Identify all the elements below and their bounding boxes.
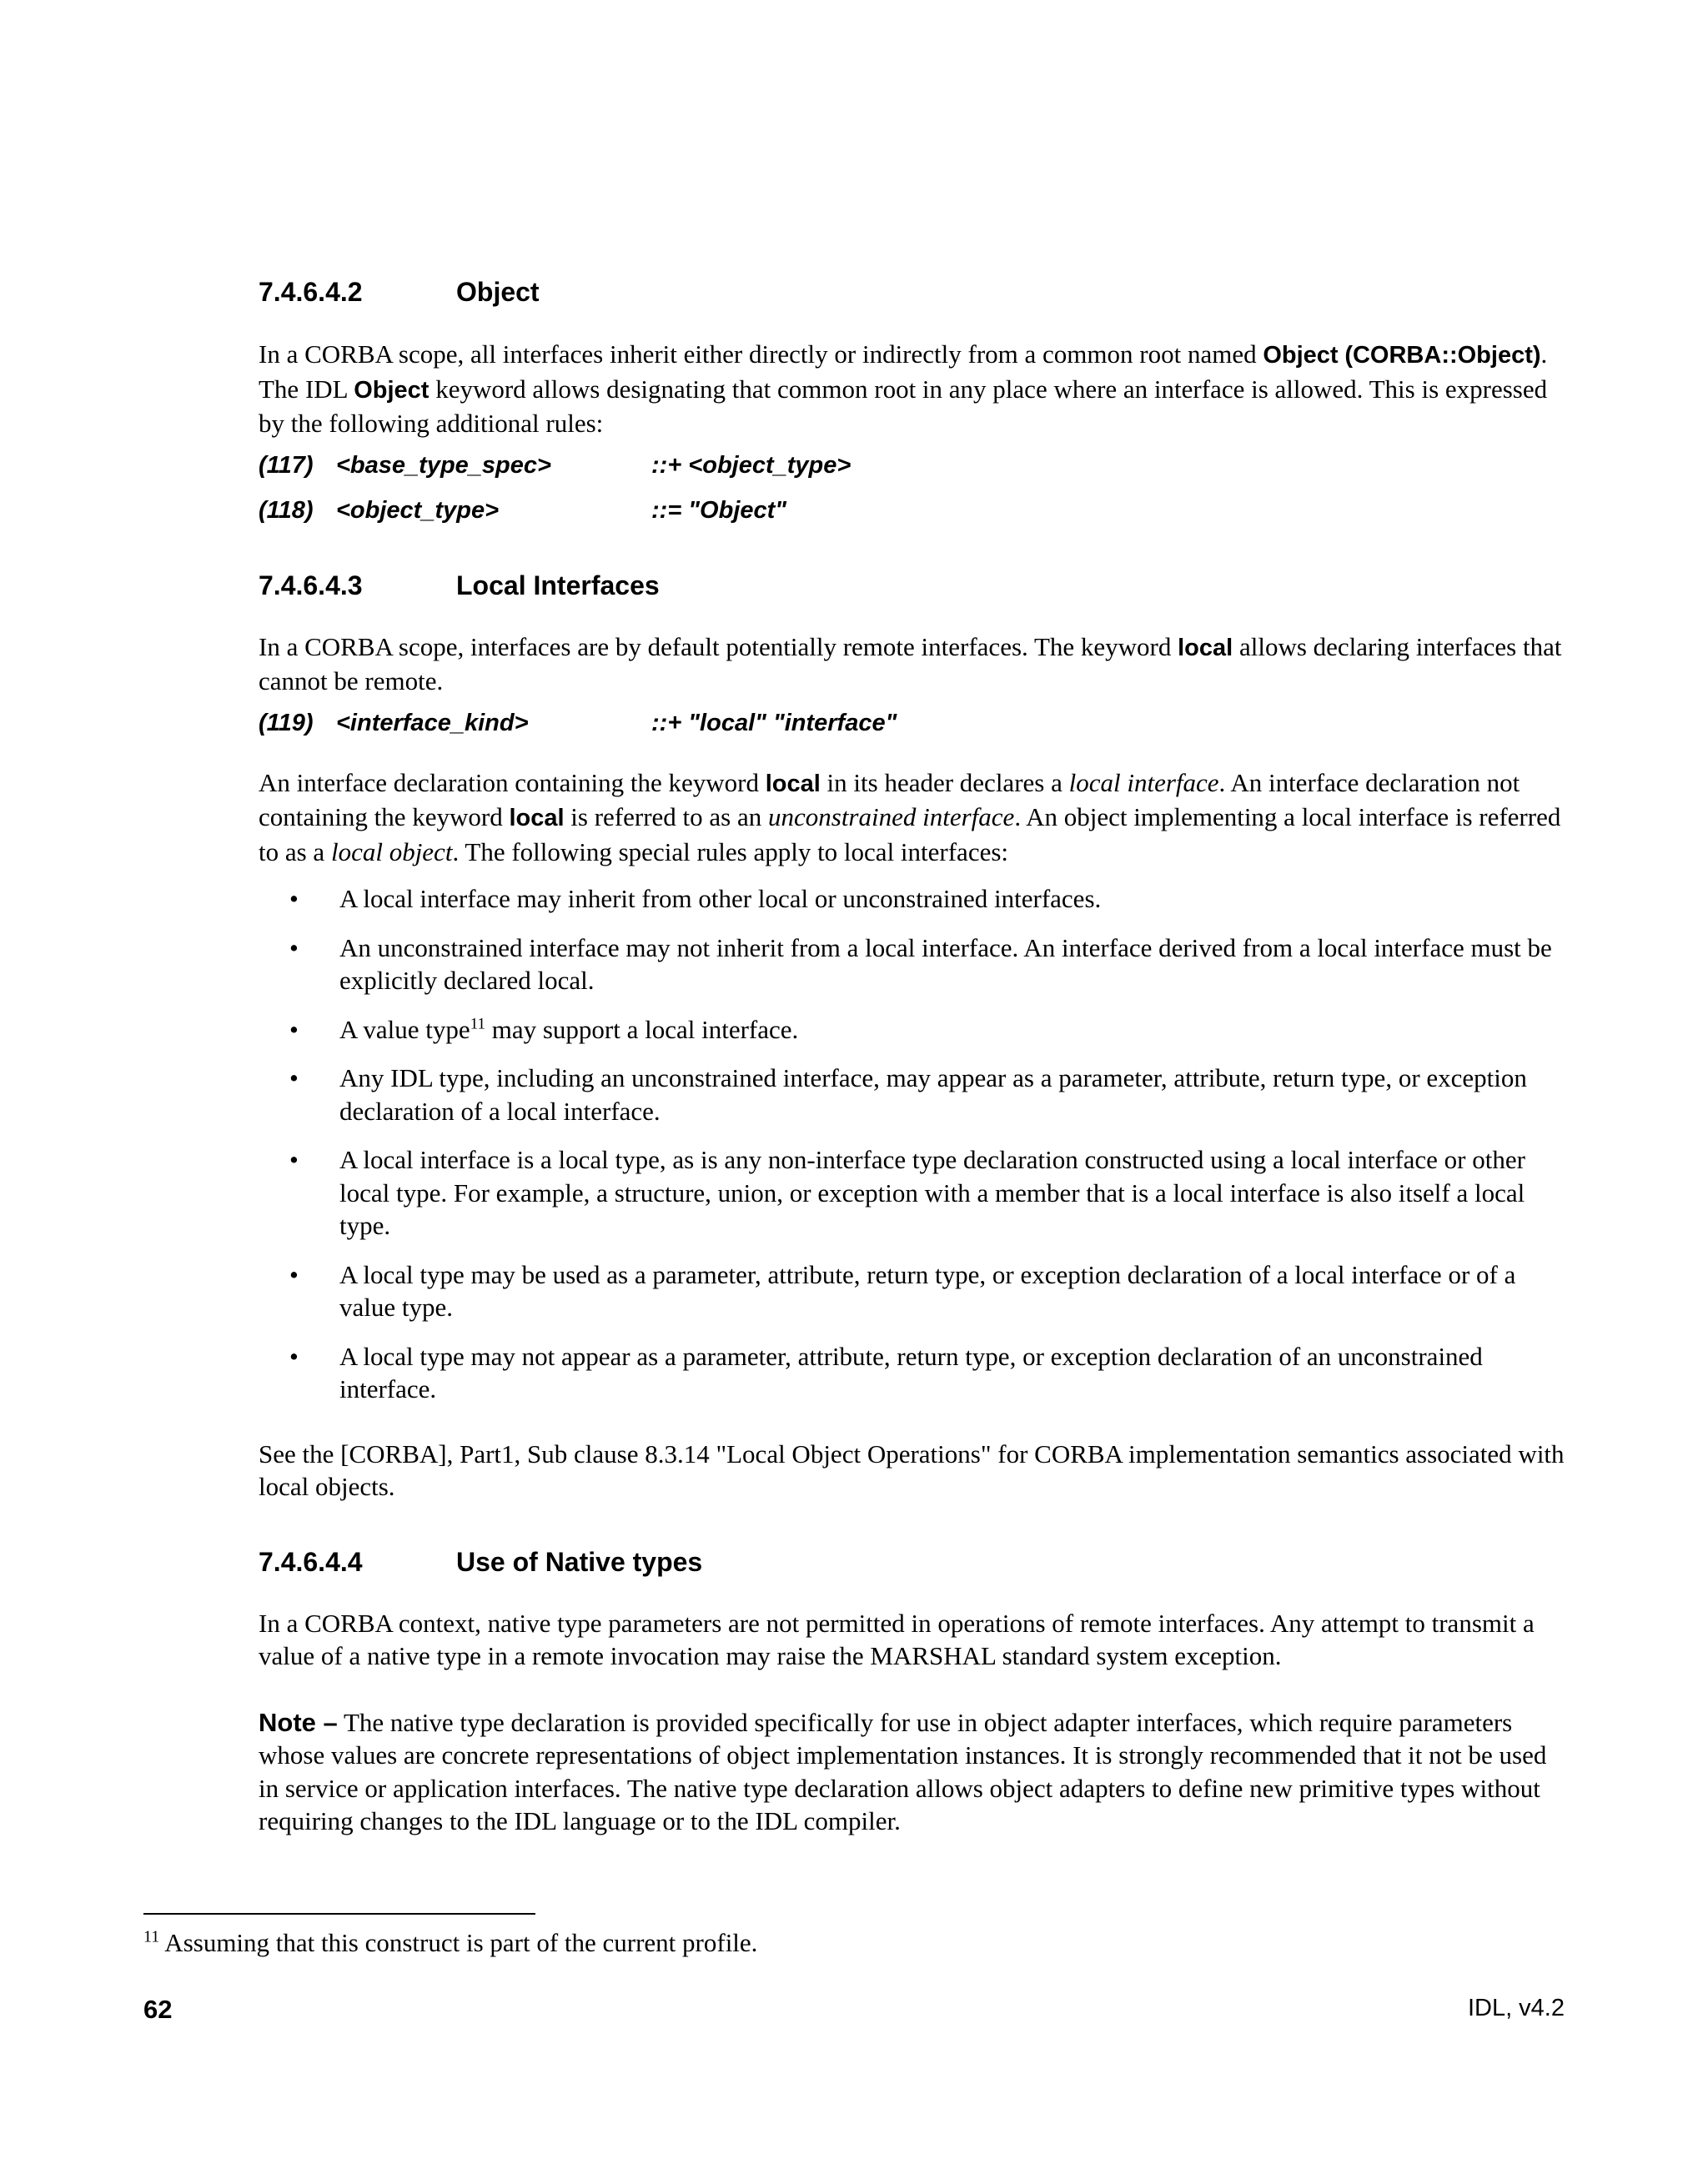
- list-item: • A local type may not appear as a parameter, attribute, return type, or exception declaration of an unconstrained interface.: [289, 1341, 1483, 1403]
- list-item: • Any IDL type, including an unconstrained interface, may appear as a parameter, attribute, return type, or exception declaration of a local interface.: [289, 1063, 1527, 1126]
- note-paragraph: Note – The native type declaration is provided specifically for use in object adapter interfaces, which require parameters whose values are concrete representations of object implementation instances. It is strongly recommended that it not be used in service or application interfaces. The native type declaration allows object adapters to define new primitive types without requiring changes to the IDL language or to the IDL compiler.: [259, 1707, 1547, 1835]
- list-item: • A local interface may inherit from other local or unconstrained interfaces.: [259, 882, 1568, 916]
- bullet-icon: •: [289, 1014, 299, 1044]
- list-item: • A local interface is a local type, as is any non-interface type declaration constructed using a local interface or other local type. For example, a structure, union, or exception with a member that is a local interface is also itself a local type.: [289, 1145, 1525, 1240]
- bullet-icon: •: [289, 1145, 299, 1174]
- paragraph-object-intro: In a CORBA scope, all interfaces inherit either directly or indirectly from a common root named Object (CORBA::Object). The IDL Object keyword allows designating that common root in any place where an interface is allowed. This is expressed by the following additional rules:: [259, 339, 1548, 438]
- bullet-icon: •: [289, 1341, 299, 1371]
- paragraph-local-intro: In a CORBA scope, interfaces are by default potentially remote interfaces. The keyword local allows declaring interfaces that cannot be remote.: [259, 631, 1562, 695]
- section-heading-native-types: [259, 1545, 1568, 1579]
- paragraph-corba-reference: See the [CORBA], Part1, Sub clause 8.3.14 "Local Object Operations" for CORBA implementation semantics associated with local objects.: [259, 1438, 1565, 1501]
- list-item: • An unconstrained interface may not inherit from a local interface. An interface derived from a local interface must be explicitly declared local.: [289, 932, 1552, 995]
- note-label: Note –: [259, 1707, 338, 1737]
- local-interface-rules-list: [259, 882, 1568, 1406]
- section-title: Local Interfaces: [456, 570, 660, 600]
- bullet-icon: •: [289, 1063, 299, 1092]
- section-number: 7.4.6.4.2: [259, 277, 363, 307]
- document-version: IDL, v4.2: [1467, 1995, 1565, 2021]
- grammar-rule: (117) <base_type_spec> ::+ <object_type>: [259, 451, 851, 479]
- page-number: 62: [143, 1995, 173, 2024]
- grammar-rule: (118) <object_type> ::= "Object": [259, 496, 787, 524]
- paragraph-native-types: In a CORBA context, native type parameters are not permitted in operations of remote interfaces. Any attempt to transmit a value of a native type in a remote invocation may raise the MARSHAL standard system exception.: [259, 1608, 1535, 1670]
- paragraph-local-definitions: An interface declaration containing the keyword local in its header declares a local interface. An interface declaration not containing the keyword local is referred to as an unconstrained interface. An object implementing a local interface is referred to as a local object. The following special rules apply to local interfaces:: [259, 767, 1561, 866]
- bullet-icon: •: [289, 932, 299, 962]
- section-heading-object: [259, 275, 1568, 309]
- section-number: 7.4.6.4.4: [259, 1546, 363, 1577]
- section-heading-local-interfaces: [259, 569, 1568, 602]
- list-item: • A local type may be used as a parameter, attribute, return type, or exception declaration of a local interface or of a value type.: [289, 1259, 1516, 1322]
- section-title: Object: [456, 277, 540, 307]
- bullet-icon: •: [289, 1259, 299, 1289]
- page-body: [259, 275, 1568, 1838]
- section-number: 7.4.6.4.3: [259, 570, 363, 600]
- footnote-reference[interactable]: 11: [470, 1015, 485, 1033]
- list-item: • A value type$^{11}$ may support a local interface.: [259, 1013, 1568, 1047]
- footnote-separator: [143, 1913, 535, 1915]
- bullet-icon: •: [289, 884, 299, 913]
- section-title: Use of Native types: [456, 1546, 703, 1577]
- footnote-mark: 11: [143, 1927, 160, 1946]
- grammar-rule: (119) <interface_kind> ::+ "local" "interface": [259, 709, 897, 736]
- footnote: $^{11}$ Assuming that this construct is part of the current profile.: [143, 1927, 758, 1957]
